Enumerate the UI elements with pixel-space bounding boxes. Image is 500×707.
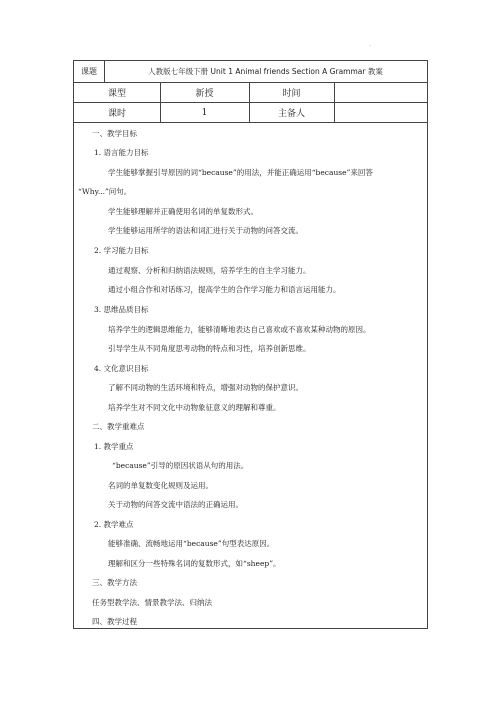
sub-heading: 1. 教学重点 bbox=[94, 442, 134, 451]
paragraph: 任务型教学法、情景教学法、归纳法 bbox=[92, 598, 212, 607]
sub-heading: 4. 文化意识目标 bbox=[94, 364, 149, 373]
sub-heading: 2. 教学难点 bbox=[94, 520, 134, 529]
period-value: 1 bbox=[201, 107, 208, 118]
paragraph: 培养学生对不同文化中动物象征意义的理解和尊重。 bbox=[108, 403, 281, 412]
paragraph: “because”引导的原因状语从句的用法。 bbox=[112, 461, 249, 470]
paragraph: 学生能够理解并正确使用名词的单复数形式。 bbox=[108, 207, 258, 216]
page-mark: · bbox=[369, 43, 371, 50]
topic-value: 人教版七年级下册 Unit 1 Animal friends Section A Grammar 教案 bbox=[148, 67, 383, 76]
paragraph: 了解不同动物的生活环境和特点，增强对动物的保护意识。 bbox=[108, 383, 303, 392]
paragraph: 关于动物的问答交流中语法的正确运用。 bbox=[108, 500, 243, 509]
sub-heading: 1. 语言能力目标 bbox=[94, 148, 149, 157]
plan-content bbox=[74, 123, 427, 628]
period-label: 课时 bbox=[107, 109, 126, 119]
lesson-plan-table bbox=[73, 60, 428, 629]
paragraph: 学生能够掌握引导原因的词“because”的用法，并能正确运用“because”来回答 bbox=[108, 168, 373, 177]
section-heading: 四、教学过程 bbox=[92, 617, 137, 626]
preparer-value bbox=[334, 103, 427, 122]
paragraph: 理解和区分一些特殊名词的复数形式，如“sheep”。 bbox=[108, 559, 281, 568]
section-heading: 三、教学方法 bbox=[92, 578, 137, 587]
section-heading: 二、教学重难点 bbox=[92, 422, 145, 431]
paragraph: “Why...”问句。 bbox=[78, 187, 132, 196]
type-value: 新授 bbox=[195, 89, 214, 99]
paragraph: 通过小组合作和对话练习，提高学生的合作学习能力和语言运用能力。 bbox=[108, 285, 341, 294]
paragraph: 通过观察、分析和归纳语法规则，培养学生的自主学习能力。 bbox=[108, 266, 311, 275]
paragraph: 培养学生的逻辑思维能力，能够清晰地表达自己喜欢或不喜欢某种动物的原因。 bbox=[108, 325, 371, 334]
topic-label: 课题 bbox=[81, 67, 97, 76]
paragraph: 学生能够运用所学的语法和词汇进行关于动物的问答交流。 bbox=[108, 226, 303, 235]
section-heading: 一、教学目标 bbox=[92, 129, 137, 138]
sub-heading: 2. 学习能力目标 bbox=[94, 246, 149, 255]
preparer-label: 主备人 bbox=[277, 109, 305, 119]
topic-row bbox=[74, 61, 427, 83]
time-label: 时间 bbox=[282, 89, 301, 99]
period-row bbox=[74, 103, 427, 123]
paragraph: 引导学生从不同角度思考动物的特点和习性，培养创新思维。 bbox=[108, 344, 311, 353]
paragraph: 能够准确、流畅地运用“because”句型表达原因。 bbox=[108, 539, 275, 548]
type-row bbox=[74, 83, 427, 103]
sub-heading: 3. 思维品质目标 bbox=[94, 305, 149, 314]
type-label: 课型 bbox=[107, 89, 126, 99]
paragraph: 名词的单复数变化规则及运用。 bbox=[108, 481, 213, 490]
time-value bbox=[334, 83, 427, 102]
